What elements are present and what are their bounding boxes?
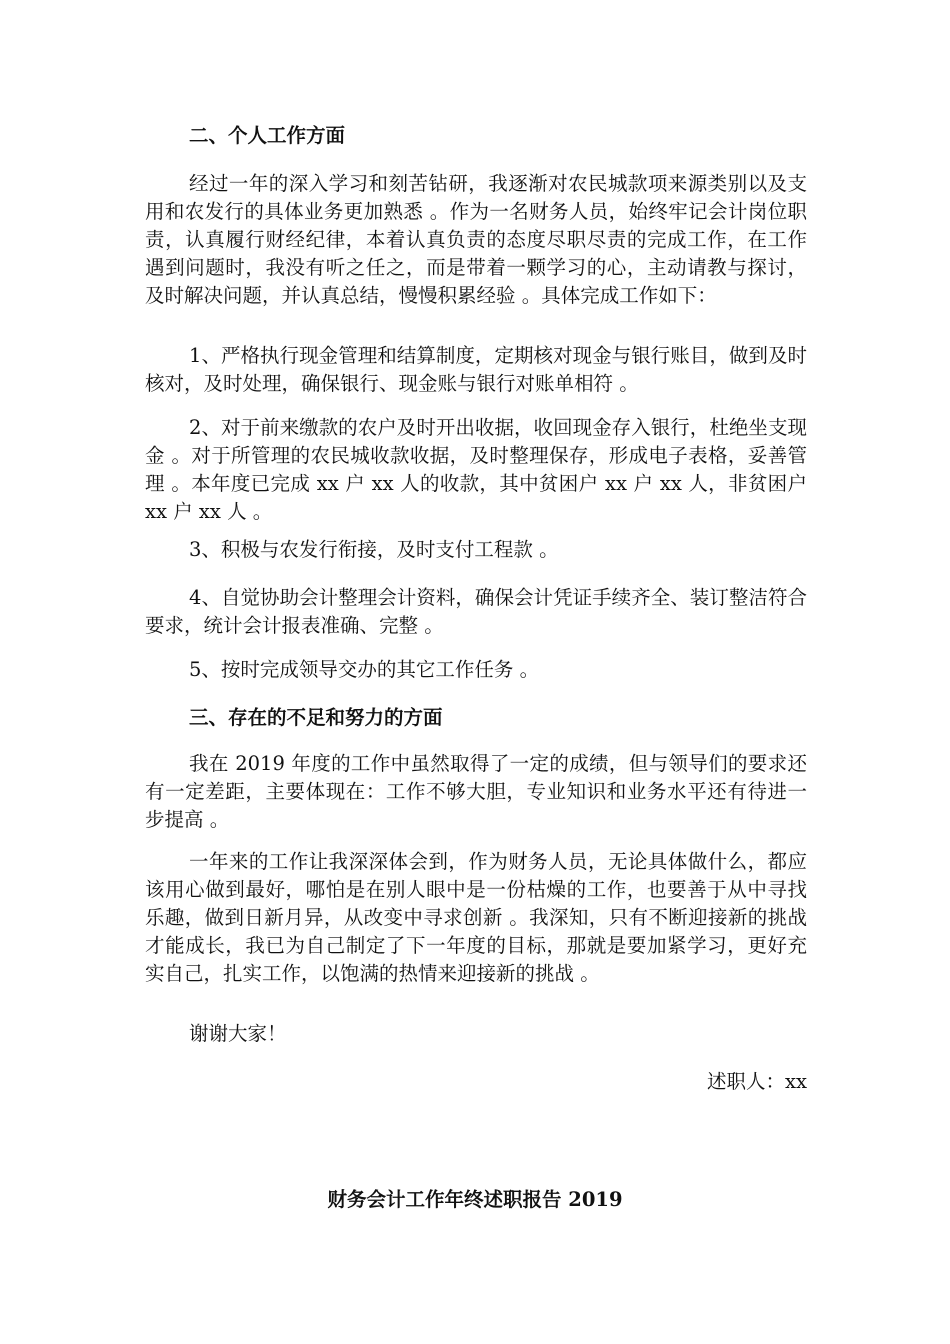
signature-line: 述职人：xx bbox=[707, 1070, 807, 1093]
paragraph-thanks: 谢谢大家！ bbox=[189, 1022, 287, 1045]
paragraph-item-1: 1、严格执行现金管理和结算制度，定期核对现金与银行账目，做到及时核对，及时处理，确保银行、现金账与银行对账单相符 。 bbox=[145, 344, 807, 395]
paragraph-reflection: 一年来的工作让我深深体会到，作为财务人员，无论具体做什么，都应该用心做到最好，哪怕是在别人眼中是一份枯燥的工作，也要善于从中寻找乐趣，做到日新月异，从改变中寻求创新 。我深知，只有不断迎接新的挑战才能成长，我已为自己制定了下一年度的目标，那就是要加紧学习，更好充实自己，扎实工作，以饱满的热情来迎接新的挑战 。 bbox=[145, 850, 807, 985]
section-heading-personal-work: 二、个人工作方面 bbox=[189, 124, 346, 147]
paragraph-item-2: 2、对于前来缴款的农户及时开出收据，收回现金存入银行，杜绝坐支现金 。对于所管理的农民城收款收据，及时整理保存，形成电子表格，妥善管理 。本年度已完成 xx 户 xx 人的收款，其中贫困户 xx 户 xx 人，非贫困户 xx 户 xx 人 。 bbox=[145, 416, 807, 523]
paragraph-item-4: 4、自觉协助会计整理会计资料，确保会计凭证手续齐全、装订整洁符合要求，统计会计报表准确、完整 。 bbox=[145, 586, 807, 637]
paragraph-item-5: 5、按时完成领导交办的其它工作任务 。 bbox=[189, 658, 540, 681]
paragraph-shortcomings: 我在 2019 年度的工作中虽然取得了一定的成绩，但与领导们的要求还有一定差距，主要体现在：工作不够大胆，专业知识和业务水平还有待进一步提高 。 bbox=[145, 752, 807, 831]
paragraph-overview: 经过一年的深入学习和刻苦钻研，我逐渐对农民城款项来源类别以及支用和农发行的具体业务更加熟悉 。作为一名财务人员，始终牢记会计岗位职责，认真履行财经纪律，本着认真负责的态度尽职尽责的完成工作，在工作遇到问题时，我没有听之任之，而是带着一颗学习的心，主动请教与探讨，及时解决问题，并认真总结，慢慢积累经验 。具体完成工作如下： bbox=[145, 172, 807, 307]
paragraph-item-3: 3、积极与农发行衔接，及时支付工程款 。 bbox=[189, 538, 559, 561]
document-title: 财务会计工作年终述职报告 2019 bbox=[327, 1188, 623, 1211]
section-heading-shortcomings: 三、存在的不足和努力的方面 bbox=[189, 706, 443, 729]
